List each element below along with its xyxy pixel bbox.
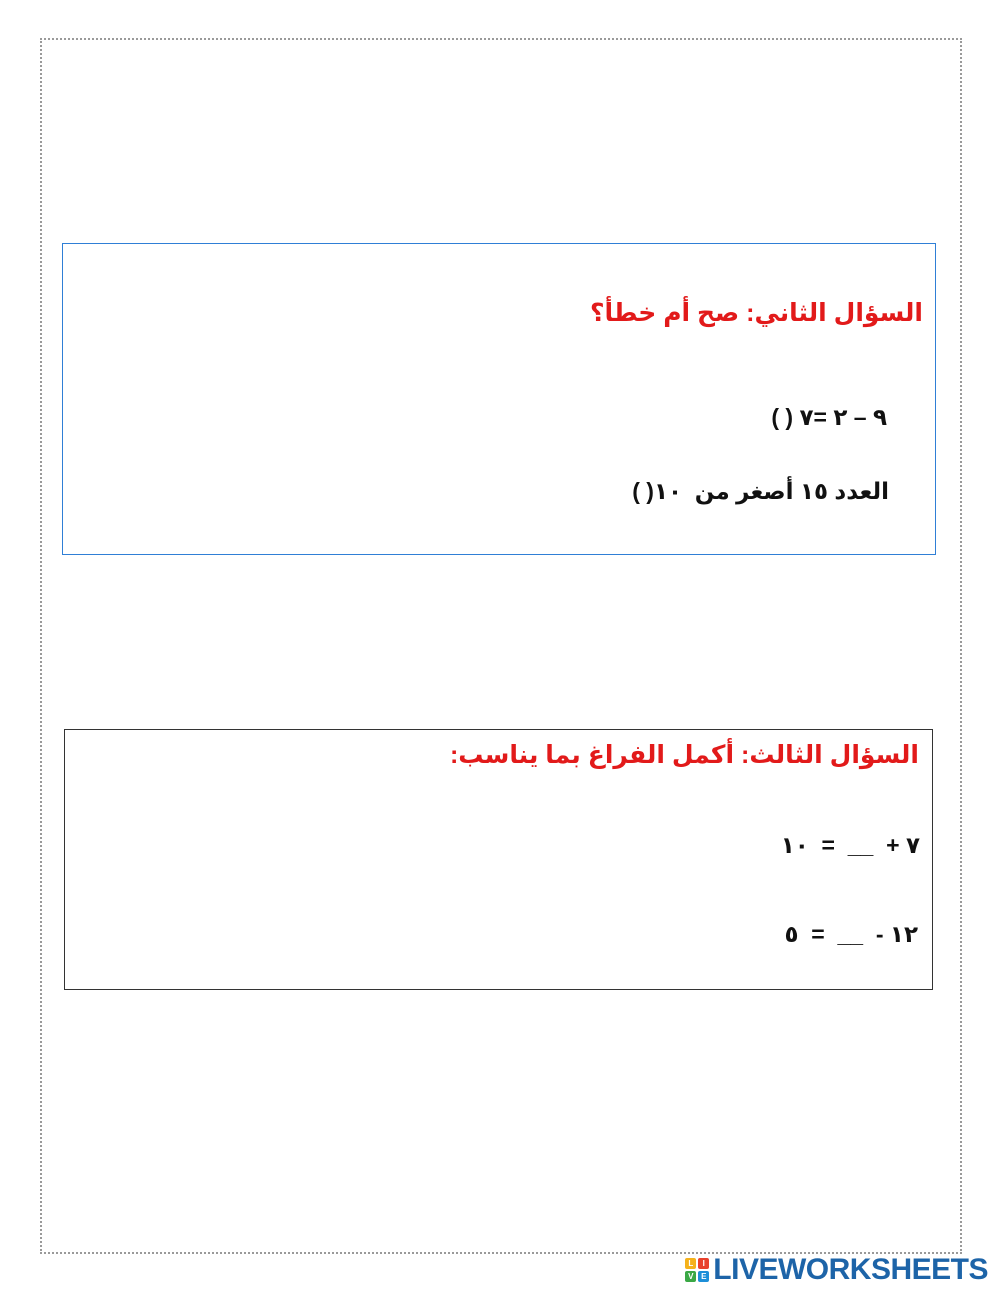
fill-blank-item-1[interactable]: ٧ + __ = ١٠ xyxy=(780,832,920,858)
question-2-box xyxy=(62,243,936,555)
logo-tile-2: I xyxy=(698,1258,709,1269)
liveworksheets-brand xyxy=(685,1253,988,1287)
question-2-title: السؤال الثاني: صح أم خطأ؟ xyxy=(590,299,923,327)
true-false-item-2[interactable]: العدد ١٥ أصغر من ١٠( ) xyxy=(632,478,889,504)
logo-tile-1: L xyxy=(685,1258,696,1269)
page-border xyxy=(40,38,962,1254)
true-false-item-1[interactable]: ٩ – ٢ =٧ ( ) xyxy=(771,404,887,430)
logo-tile-4: E xyxy=(698,1271,709,1282)
fill-blank-item-2[interactable]: ١٢ - __ = ٥ xyxy=(784,921,918,947)
question-3-box xyxy=(64,729,933,990)
brand-name: LIVEWORKSHEETS xyxy=(713,1253,988,1286)
liveworksheets-logo-icon xyxy=(685,1258,709,1282)
logo-tile-3: V xyxy=(685,1271,696,1282)
question-3-title: السؤال الثالث: أكمل الفراغ بما يناسب: xyxy=(449,741,919,769)
